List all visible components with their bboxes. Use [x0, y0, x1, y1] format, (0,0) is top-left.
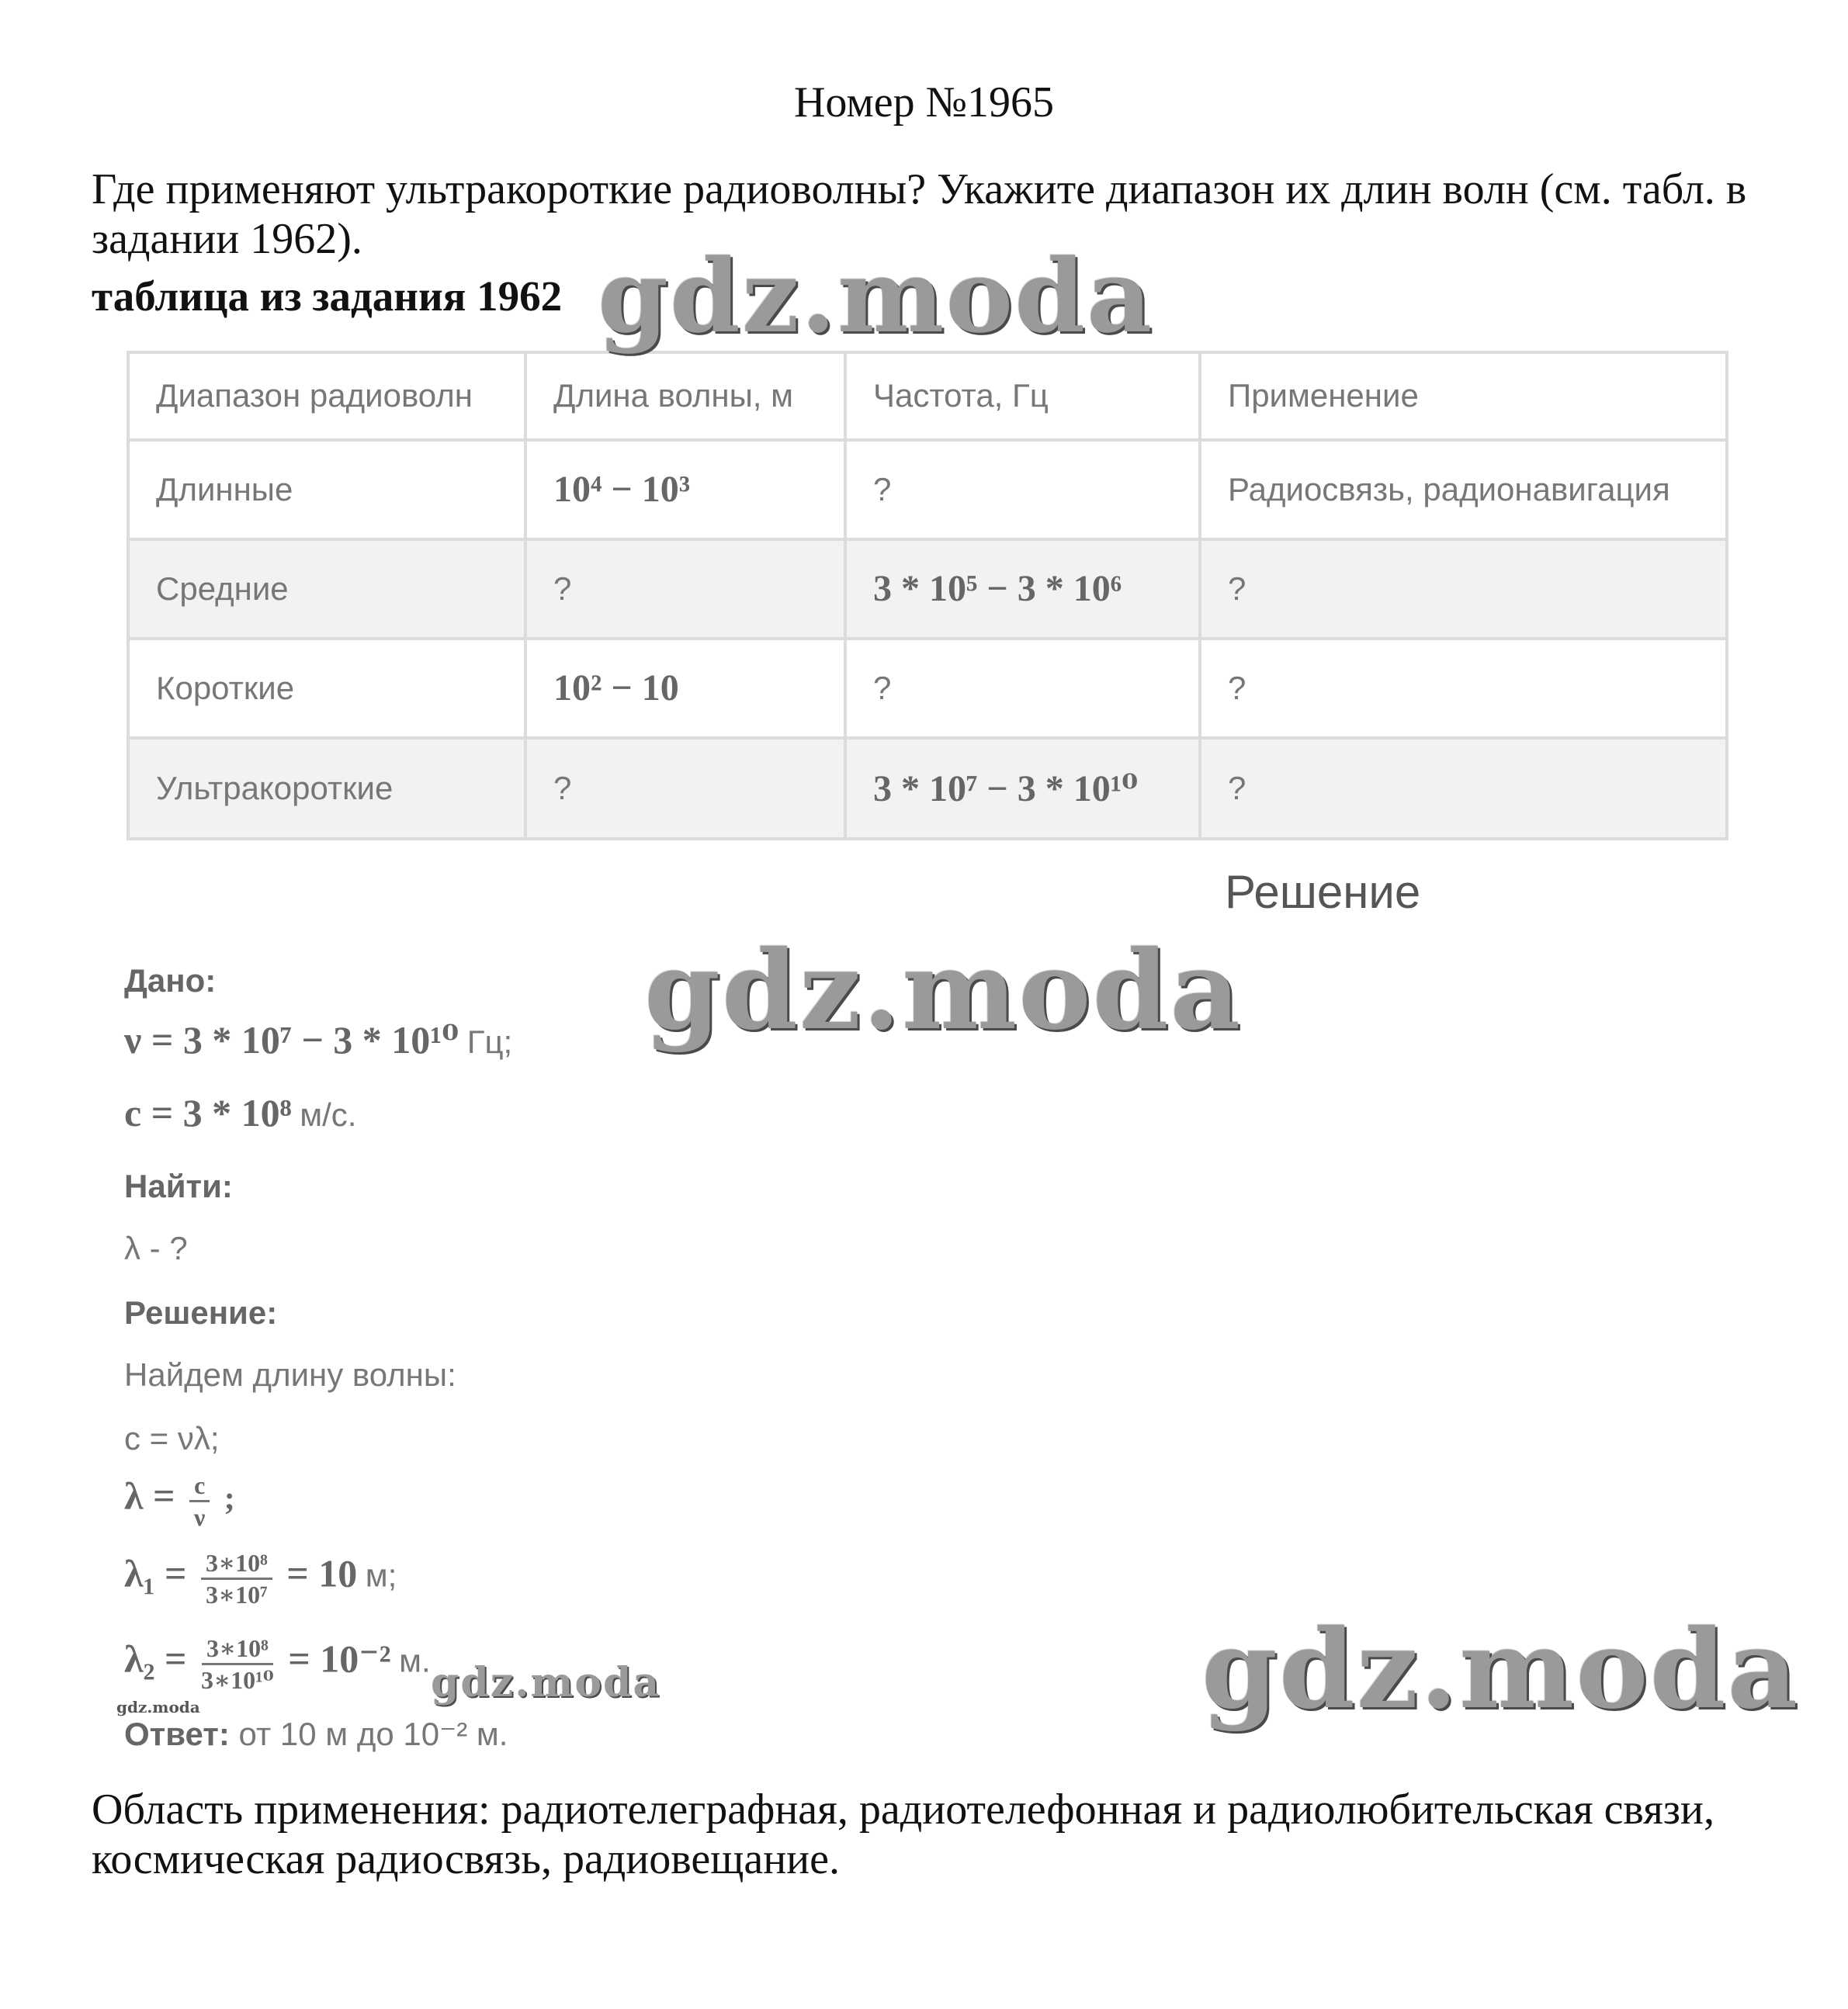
solution-step-text: Найдем длину волны: [124, 1356, 456, 1393]
given-speed-of-light: c = 3 * 10⁸ м/с. [124, 1091, 357, 1134]
question-text: Где применяют ультракороткие радиоволны? Укажите диапазон их длин волн (см. табл. в задании 1962). [92, 165, 1747, 263]
formula-lambda: λ = $\frac{c}{\nu}$ ; [124, 1471, 235, 1532]
table-header-cell: Длина волны, м [525, 352, 845, 440]
formula-lambda-1: λ₁ = $\frac{\text{3∗10⁸}}{\text{3∗10⁷}}$ = 10 м; [124, 1549, 397, 1609]
table-cell: 3 * 10⁵ − 3 * 10⁶ [845, 539, 1200, 639]
fraction: $\frac{c}{\nu}$ [189, 1470, 210, 1533]
application-paragraph: Область применения: радиотелеграфная, радиотелефонная и радиолюбительская связи, космическая радиосвязь, радиовещание. [92, 1786, 1715, 1883]
table-header-cell: Частота, Гц [845, 352, 1200, 440]
fraction: $\frac{\text{3∗10⁸}}{\text{3∗10¹⁰}}$ [201, 1634, 274, 1695]
table-cell: ? [845, 639, 1200, 738]
table-cell: ? [845, 440, 1200, 539]
table-cell: 3 * 10⁷ − 3 * 10¹⁰ [845, 738, 1200, 839]
table-cell: Средние [128, 539, 525, 639]
formula-c-nu-lambda: c = νλ; [124, 1420, 220, 1457]
table-cell: Ультракороткие [128, 738, 525, 839]
table-cell: ? [1200, 539, 1727, 639]
table-cell: ? [525, 738, 845, 839]
table-cell: 10² − 10 [525, 639, 845, 738]
watermark-logo: gdz.moda [644, 927, 1243, 1055]
watermark-logo: gdz.moda [116, 1698, 200, 1716]
watermark-logo: gdz.moda [431, 1659, 661, 1706]
solution-header: Решение [1225, 866, 1421, 918]
fraction: $\frac{\text{3∗10⁸}}{\text{3∗10⁷}}$ [201, 1548, 272, 1610]
table-cell: Короткие [128, 639, 525, 738]
table-caption: таблица из задания 1962 [92, 272, 563, 320]
find-label: Найти: [124, 1168, 233, 1204]
answer-line: Ответ: от 10 м до 10⁻² м. [124, 1716, 508, 1752]
radio-wave-table [127, 351, 1728, 840]
given-frequency: ν = 3 * 10⁷ − 3 * 10¹⁰ Гц; [124, 1018, 513, 1062]
formula-lambda-2: λ₂ = $\frac{\text{3∗10⁸}}{\text{3∗10¹⁰}}$ = 10⁻² м. [124, 1634, 431, 1695]
given-label: Дано: [124, 962, 217, 999]
table-row [128, 440, 1727, 539]
table-header-cell: Диапазон радиоволн [128, 352, 525, 440]
table-header-cell: Применение [1200, 352, 1727, 440]
find-value: λ - ? [124, 1230, 188, 1266]
table-cell: ? [1200, 639, 1727, 738]
table-cell: ? [1200, 738, 1727, 839]
table-cell: Радиосвязь, радионавигация [1200, 440, 1727, 539]
page-title: Номер №1965 [793, 78, 1055, 126]
solution-label: Решение: [124, 1294, 278, 1331]
table-header-row [128, 352, 1727, 440]
table-row [128, 738, 1727, 839]
table-row [128, 639, 1727, 738]
watermark-logo: gdz.moda [598, 237, 1154, 355]
table-row [128, 539, 1727, 639]
table-cell: ? [525, 539, 845, 639]
table-cell: Длинные [128, 440, 525, 539]
watermark-logo: gdz.moda [1201, 1606, 1800, 1734]
table-cell: 10⁴ − 10³ [525, 440, 845, 539]
